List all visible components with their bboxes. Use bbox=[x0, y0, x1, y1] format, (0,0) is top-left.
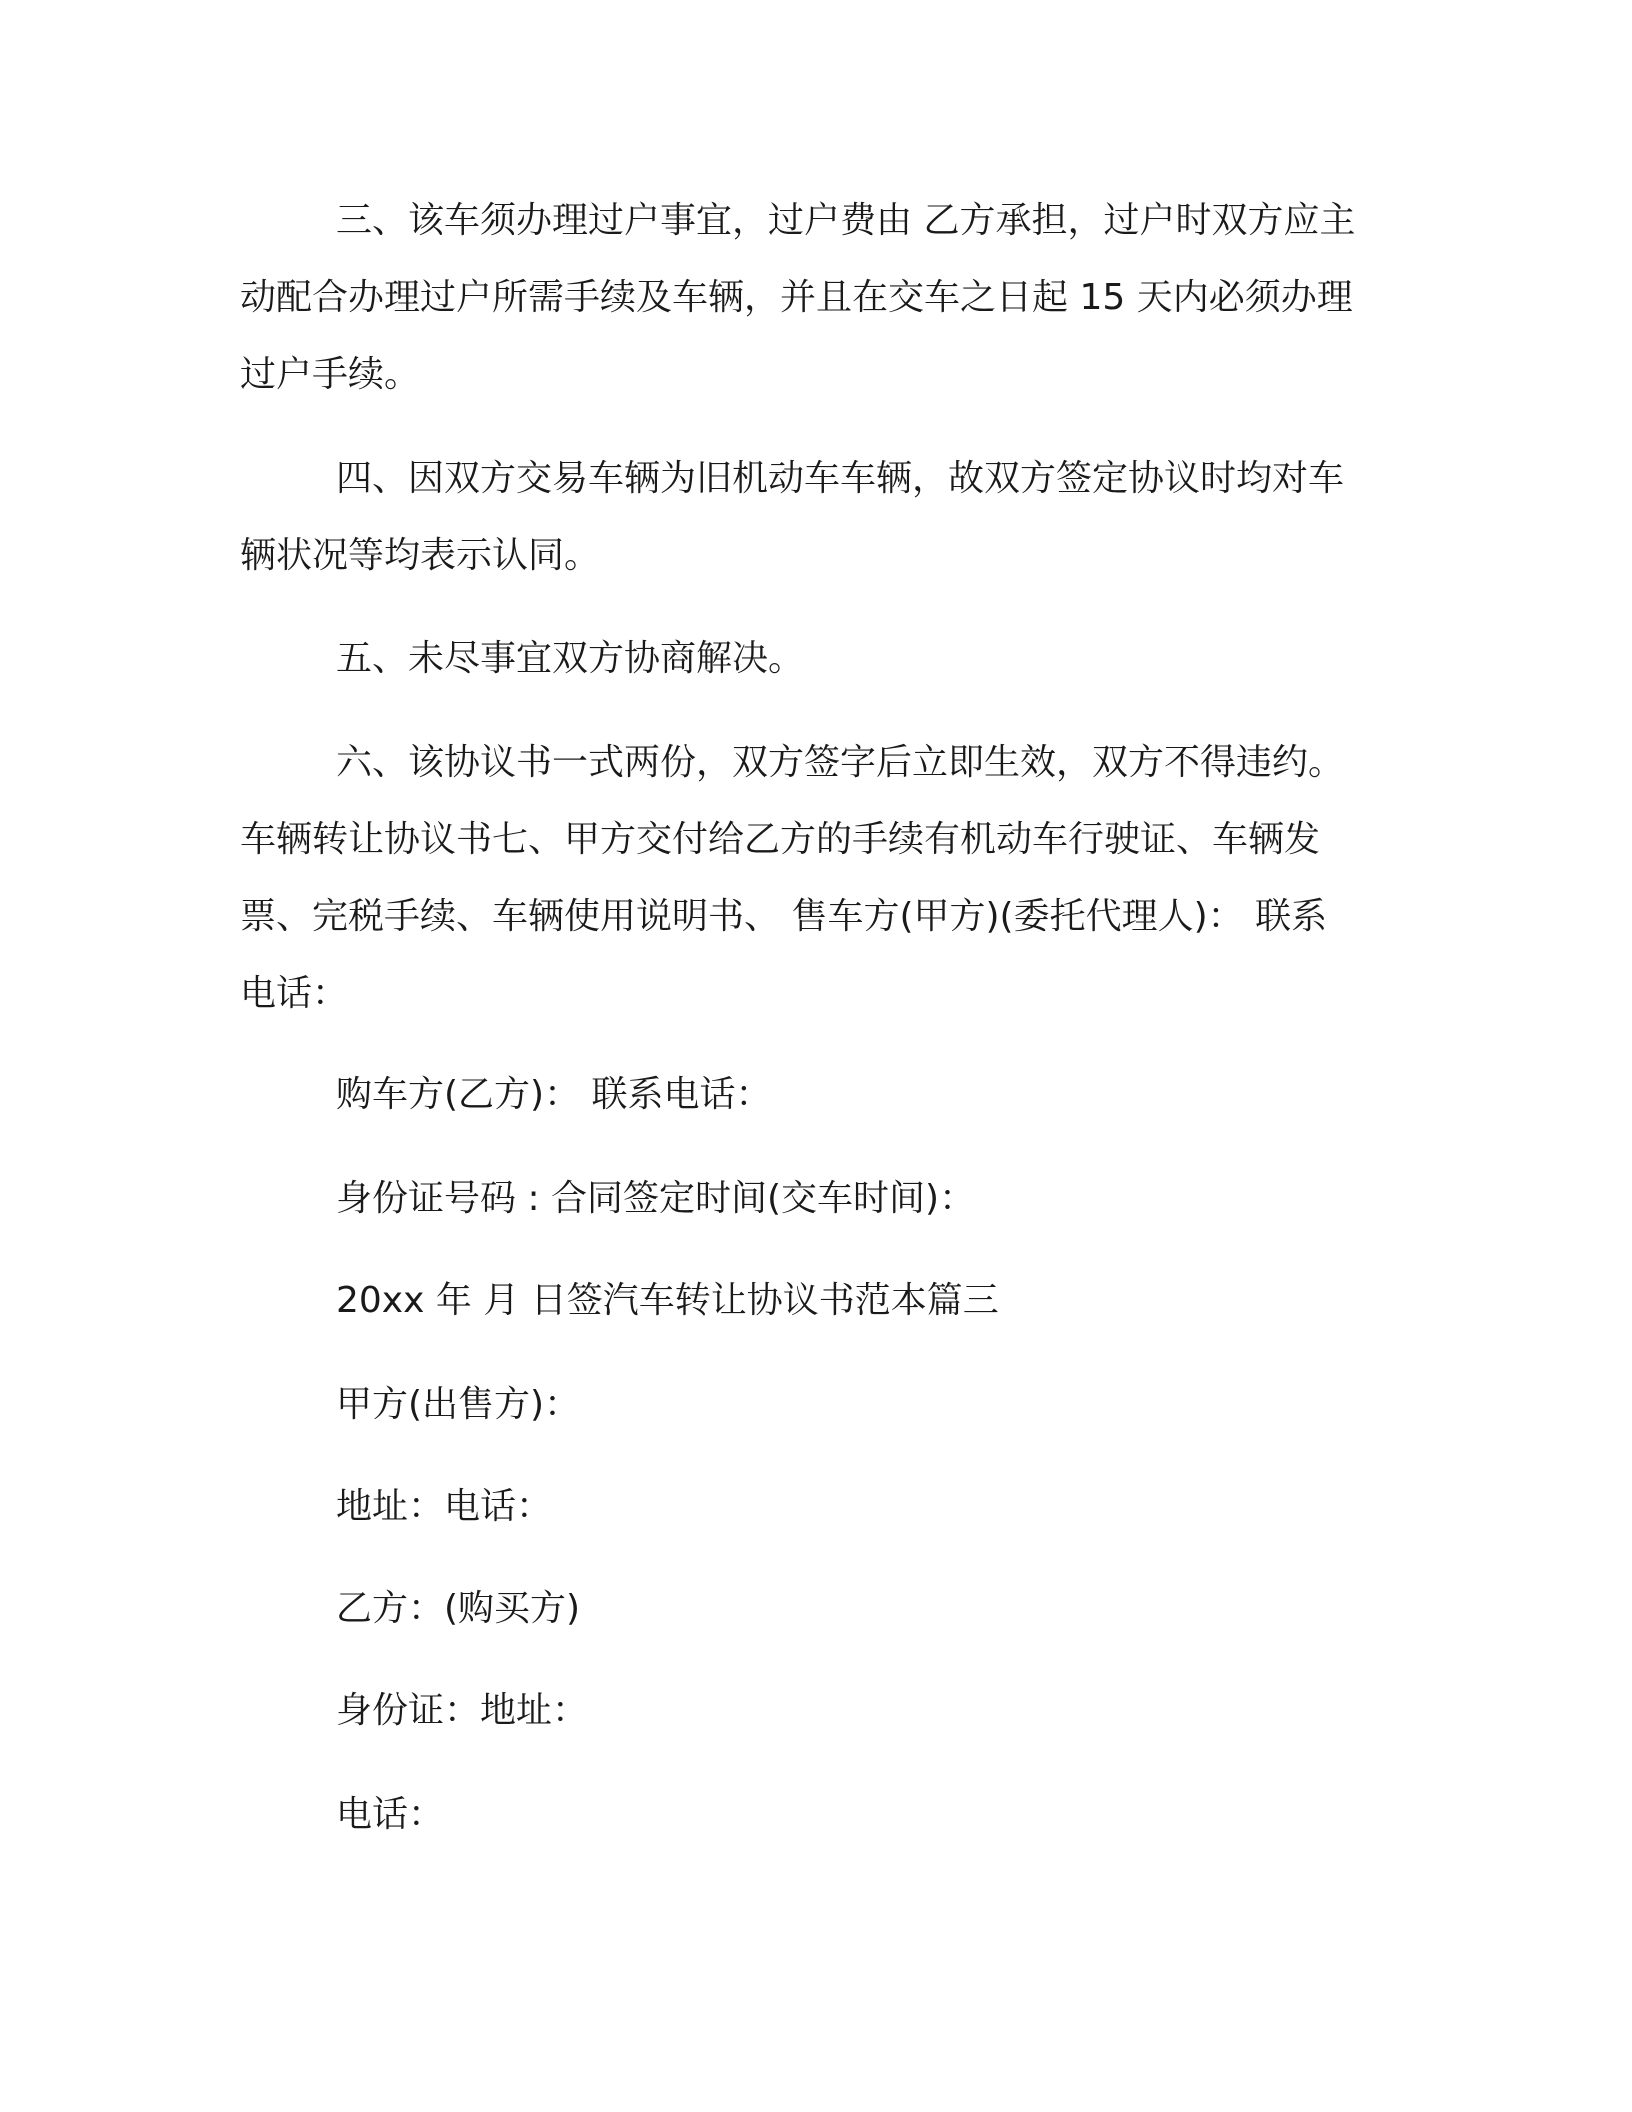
clause-3-line-3: 过户手续。 bbox=[240, 354, 421, 395]
date-heading-line bbox=[240, 1262, 1390, 1339]
date-heading-text: 20xx 年 月 日签汽车转让协议书范本篇三 bbox=[336, 1280, 999, 1321]
party-b-text: 乙方：(购买方) bbox=[336, 1588, 581, 1629]
phone-line bbox=[240, 1776, 1390, 1853]
clause-6-line-3: 票、完税手续、车辆使用说明书、 售车方(甲方)(委托代理人)： 联系 bbox=[240, 896, 1328, 937]
clause-6 bbox=[240, 724, 1390, 1032]
id-signing-time-text: 身份证号码 : 合同签定时间(交车时间)： bbox=[336, 1178, 976, 1219]
clause-4-line-2: 辆状况等均表示认同。 bbox=[240, 535, 601, 576]
party-b-line bbox=[240, 1570, 1390, 1647]
address-phone-line bbox=[240, 1468, 1390, 1545]
address-phone-text: 地址：电话： bbox=[336, 1486, 553, 1527]
id-address-text: 身份证：地址： bbox=[336, 1690, 589, 1731]
buyer-contact-line bbox=[240, 1056, 1390, 1133]
clause-3 bbox=[240, 182, 1390, 413]
clause-5-line-1: 五、未尽事宜双方协商解决。 bbox=[336, 638, 805, 679]
clause-6-line-1: 六、该协议书一式两份，双方签字后立即生效，双方不得违约。 bbox=[336, 742, 1345, 783]
clause-3-line-2: 动配合办理过户所需手续及车辆，并且在交车之日起 15 天内必须办理 bbox=[240, 277, 1353, 318]
party-a-line bbox=[240, 1366, 1390, 1443]
clause-4-line-1: 四、因双方交易车辆为旧机动车车辆，故双方签定协议时均对车 bbox=[336, 458, 1345, 499]
phone-text: 电话： bbox=[336, 1794, 445, 1835]
clause-3-line-1: 三、该车须办理过户事宜，过户费由 乙方承担，过户时双方应主 bbox=[336, 200, 1356, 241]
clause-6-line-4: 电话： bbox=[240, 973, 349, 1014]
id-signing-time-line bbox=[240, 1160, 1390, 1237]
party-a-text: 甲方(出售方)： bbox=[336, 1384, 581, 1425]
clause-4 bbox=[240, 440, 1390, 594]
id-address-line bbox=[240, 1672, 1390, 1749]
clause-6-line-2: 车辆转让协议书七、甲方交付给乙方的手续有机动车行驶证、车辆发 bbox=[240, 819, 1321, 860]
buyer-contact-text: 购车方(乙方)： 联系电话： bbox=[336, 1074, 772, 1115]
clause-5 bbox=[240, 620, 1390, 697]
